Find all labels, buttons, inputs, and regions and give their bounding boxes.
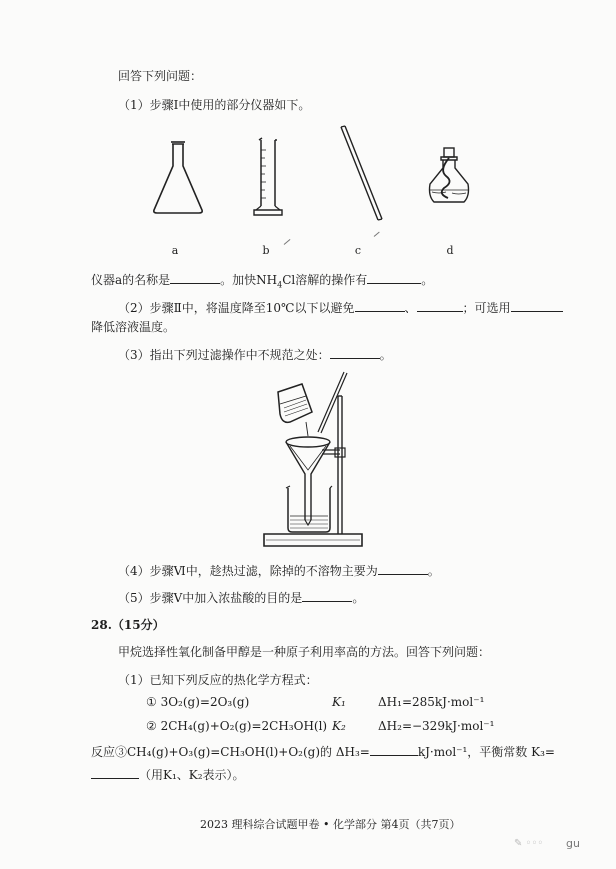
q4-line [118,562,440,579]
q28-header: 28.（15分） [91,618,165,632]
stray-mark [284,239,291,245]
label-c: c [354,244,362,257]
q1-text-a: 仪器a的名称是 [91,273,171,287]
q2-text-2: ；可选用 [462,301,511,315]
q1-answer-line [91,271,433,288]
q1-text-c: Cl溶解的操作有 [282,273,368,287]
answer-blank-avoid-1[interactable] [355,299,405,312]
glass-rod-figure [336,124,384,224]
q28-intro: 甲烷选择性氧化制备甲醇是一种原子利用率高的方法。回答下列问题： [118,645,491,659]
equation-1: ① 3O₂(g)=2O₃(g) [146,695,250,709]
answer-blank-hcl-purpose[interactable] [302,589,352,602]
q4-end: 。 [427,564,440,578]
answer-blank-insoluble[interactable] [378,562,428,575]
q5-line [118,589,364,606]
q1-end: 。 [421,273,434,287]
q1-text-b: 。加快NH [220,273,278,287]
q5-text: （5）步骤Ⅴ中加入浓盐酸的目的是 [118,591,303,605]
q3-text: （3）指出下列过滤操作中不规范之处： [118,348,330,362]
q2-line1 [118,299,563,316]
q2-sep: 、 [404,301,417,315]
subscript-4: 4 [277,280,283,290]
reaction-3-text-b: kJ·mol⁻¹，平衡常数 K₃= [417,745,555,759]
equation-1-dh: ΔH₁=285kJ·mol⁻¹ [378,695,485,709]
reaction-3-text-c: （用K₁、K₂表示）。 [139,768,245,782]
equation-1-k: K₁ [332,695,346,709]
equation-2: ② 2CH₄(g)+O₂(g)=2CH₃OH(l) [146,719,328,733]
q1-stem: （1）步骤Ⅰ中使用的部分仪器如下。 [118,98,311,112]
filtration-apparatus-figure [262,370,366,554]
q2-line2: 降低溶液温度。 [91,320,176,334]
q4-text: （4）步骤Ⅵ中，趁热过滤，除掉的不溶物主要为 [118,564,378,578]
answer-blank-dissolve-method[interactable] [367,271,421,284]
watermark-icon: ✎ ◦◦◦ [514,838,544,849]
equation-2-k: K₂ [332,719,346,733]
intro-text: 回答下列问题： [118,69,203,83]
stray-mark [374,232,380,237]
reaction-3-line2 [91,766,245,783]
answer-blank-k3[interactable] [91,766,139,779]
reaction-3-text-a: 反应③CH₄(g)+O₃(g)=CH₃OH(l)+O₂(g)的 ΔH₃= [91,745,370,759]
label-d: d [446,244,454,257]
answer-blank-flask-name[interactable] [170,271,220,284]
answer-blank-avoid-2[interactable] [417,299,463,312]
answer-blank-dh3[interactable] [370,743,418,756]
q28-sub1: （1）已知下列反应的热化学方程式： [118,673,318,687]
label-a: a [171,244,179,257]
q5-end: 。 [352,591,365,605]
watermark-text: gu [566,837,580,850]
graduated-cylinder-figure [252,136,284,218]
answer-blank-cooling-method[interactable] [511,299,563,312]
reaction-3-line [91,743,555,760]
apparatus-d-figure [424,146,474,208]
equation-2-dh: ΔH₂=−329kJ·mol⁻¹ [378,719,495,733]
q3-end: 。 [379,348,392,362]
page-footer: 2023 理科综合试题甲卷 • 化学部分 第4页（共7页） [200,818,461,831]
conical-flask-figure [148,138,208,216]
q2-text-1: （2）步骤Ⅱ中，将温度降至10℃以下以避免 [118,301,355,315]
label-b: b [262,244,270,257]
q3-line [118,346,392,363]
answer-blank-filtration-error[interactable] [330,346,380,359]
